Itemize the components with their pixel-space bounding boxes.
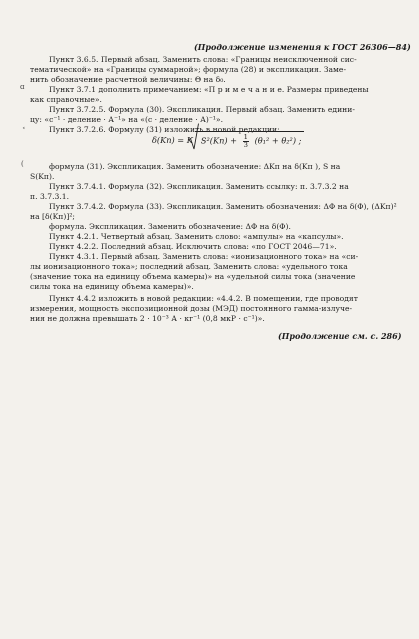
radical-icon bbox=[187, 123, 199, 151]
text-line: силы тока на единицу объема камеры)». bbox=[30, 282, 194, 291]
text-line: лы ионизационного тока»; последний абзац. Заменить слова: «удельного тока bbox=[30, 262, 348, 271]
formula-31 bbox=[152, 131, 304, 149]
fraction-numerator: 1 bbox=[243, 133, 248, 141]
text-line: Пункт 4.4.2 изложить в новой редакции: «4.4.2. В помещении, где проводят bbox=[49, 294, 358, 303]
text-line: Пункт 3.7.2.6. Формулу (31) изложить в новой редакции: bbox=[49, 125, 280, 134]
text-line: п. 3.7.3.1. bbox=[30, 192, 70, 201]
formula-fraction bbox=[243, 134, 249, 149]
text-line: на [δ(Kп)]²; bbox=[30, 212, 76, 221]
text-line: (значение тока на единицу объема камеры)» на «удельной силы тока (значение bbox=[30, 272, 356, 281]
text-line: как справочные». bbox=[30, 95, 102, 104]
text-line: Пункт 4.3.1. Первый абзац. Заменить слова: «ионизационного тока» на «си- bbox=[49, 252, 359, 261]
text-line: ния не должна превышать 2 · 10⁻³ А · кг⁻¹ (0,8 мкР · с⁻¹)». bbox=[30, 314, 265, 323]
header-continuation: (Продолжение изменения к ГОСТ 26306—84) bbox=[194, 42, 411, 52]
text-line: Пункт 4.2.2. Последний абзац. Исключить слова: «по ГОСТ 2046—71». bbox=[49, 242, 337, 251]
text-line: S(Kп). bbox=[30, 172, 55, 181]
sqrt-sign bbox=[195, 131, 305, 149]
text-line: формула. Экспликация. Заменить обозначение: ΔΦ на δ(Φ). bbox=[49, 222, 291, 231]
text-line: Пункт 3.7.4.1. Формула (32). Экспликация. Заменить ссылку: п. 3.7.3.2 на bbox=[49, 182, 349, 191]
margin-mark: ˂ bbox=[22, 127, 26, 135]
text-line: тематической» на «Границы суммарной»; формула (28) и экспликация. Заме- bbox=[30, 65, 347, 74]
text-line: Пункт 3.7.4.2. Формула (33). Экспликация. Заменить обозначения: ΔΦ на δ(Φ), (ΔKп)² bbox=[49, 202, 397, 211]
formula-tail: (θ₁² + θ₂²) ; bbox=[254, 135, 302, 146]
text-line: измерения, мощность экспозиционной дозы (МЭД) постоянного гамма-излуче- bbox=[30, 304, 353, 313]
text-line: формула (31). Экспликация. Заменить обозначение: ΔKп на δ(Kп ), S на bbox=[49, 162, 341, 171]
text-line: цу: «с⁻¹ · деление · А⁻¹» на «(с · деление · А)⁻¹». bbox=[30, 115, 224, 124]
text-line: нить обозначение расчетной величины: Θ на δ₀. bbox=[30, 75, 226, 84]
text-line: Пункт 3.6.5. Первый абзац. Заменить слова: «Границы неисключенной сис- bbox=[49, 55, 357, 64]
margin-mark: ( bbox=[21, 160, 24, 168]
fraction-denominator: 3 bbox=[243, 141, 248, 149]
formula-lhs: δ(Kп) = K bbox=[152, 135, 193, 145]
margin-mark: ɑ bbox=[20, 83, 25, 91]
formula-radicand: S²(Kп) + bbox=[200, 135, 240, 146]
footer-continuation: (Продолжение см. с. 286) bbox=[278, 331, 402, 341]
text-line: Пункт 3.7.1 дополнить примечанием: «П р и м е ч а н и е. Размеры приведены bbox=[49, 85, 369, 94]
text-line: Пункт 3.7.2.5. Формула (30). Экспликация. Первый абзац. Заменить едини- bbox=[49, 105, 355, 114]
text-line: Пункт 4.2.1. Четвертый абзац. Заменить слово: «ампулы» на «капсулы». bbox=[49, 232, 344, 241]
